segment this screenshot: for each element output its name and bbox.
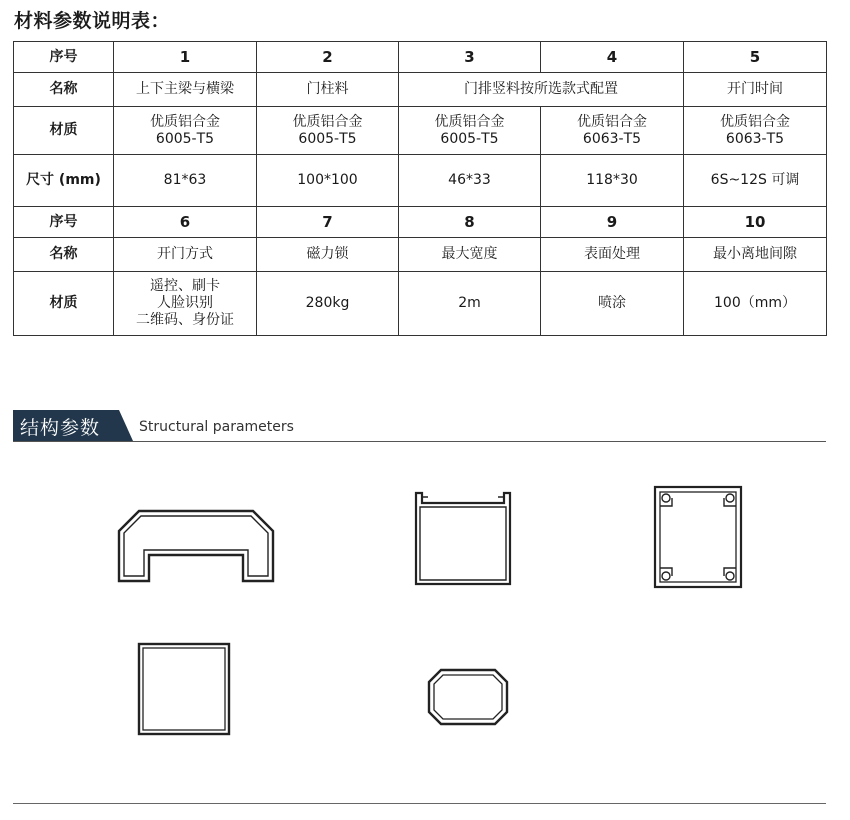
table-cell: 6 (114, 207, 257, 238)
table-cell: 3 (399, 42, 541, 73)
table-cell: 开门方式 (114, 238, 257, 272)
table-cell: 门排竖料按所选款式配置 (399, 73, 684, 107)
table-row (14, 42, 827, 73)
octagon-tube-profile-drawing (427, 668, 509, 726)
table-row (14, 207, 827, 238)
table-cell: 优质铝合金 6005-T5 (114, 107, 257, 155)
row-header: 尺寸 (mm) (14, 155, 114, 207)
section-header (13, 410, 826, 444)
table-cell: 6S~12S 可调 (684, 155, 827, 207)
table-cell: 280kg (257, 272, 399, 336)
table-cell: 遥控、刷卡 人脸识别 二维码、身份证 (114, 272, 257, 336)
table-cell: 8 (399, 207, 541, 238)
table-cell: 2 (257, 42, 399, 73)
table-cell: 喷涂 (541, 272, 684, 336)
table-cell: 5 (684, 42, 827, 73)
table-cell: 优质铝合金 6005-T5 (257, 107, 399, 155)
frame-profile-drawing (652, 484, 744, 590)
table-cell: 10 (684, 207, 827, 238)
table-cell: 100（mm） (684, 272, 827, 336)
table-cell: 最小离地间隙 (684, 238, 827, 272)
table-row (14, 238, 827, 272)
material-params-table (13, 41, 827, 336)
table-cell: 2m (399, 272, 541, 336)
table-cell: 9 (541, 207, 684, 238)
table-cell: 磁力锁 (257, 238, 399, 272)
table-cell: 最大宽度 (399, 238, 541, 272)
table-cell: 1 (114, 42, 257, 73)
table-cell: 118*30 (541, 155, 684, 207)
table-row (14, 107, 827, 155)
row-header: 材质 (14, 107, 114, 155)
square-tube-profile-drawing (137, 642, 231, 736)
table-cell: 优质铝合金 6063-T5 (541, 107, 684, 155)
table-row (14, 73, 827, 107)
section-subtitle: Structural parameters (139, 419, 294, 435)
table-row (14, 272, 827, 336)
row-header: 名称 (14, 73, 114, 107)
table-row (14, 155, 827, 207)
beam-profile-drawing (116, 508, 276, 584)
table-cell: 门柱料 (257, 73, 399, 107)
table-cell: 7 (257, 207, 399, 238)
table-cell: 优质铝合金 6063-T5 (684, 107, 827, 155)
table-cell: 表面处理 (541, 238, 684, 272)
table-cell: 100*100 (257, 155, 399, 207)
row-header: 序号 (14, 207, 114, 238)
page-title: 材料参数说明表： (14, 10, 171, 32)
table-cell: 上下主梁与横梁 (114, 73, 257, 107)
table-cell: 优质铝合金 6005-T5 (399, 107, 541, 155)
section-divider (13, 441, 826, 442)
bottom-divider (13, 803, 826, 804)
post-profile-drawing (412, 489, 514, 587)
section-title: 结构参数 (20, 417, 101, 439)
row-header: 序号 (14, 42, 114, 73)
row-header: 材质 (14, 272, 114, 336)
row-header: 名称 (14, 238, 114, 272)
table-cell: 开门时间 (684, 73, 827, 107)
table-cell: 4 (541, 42, 684, 73)
table-cell: 46*33 (399, 155, 541, 207)
table-cell: 81*63 (114, 155, 257, 207)
